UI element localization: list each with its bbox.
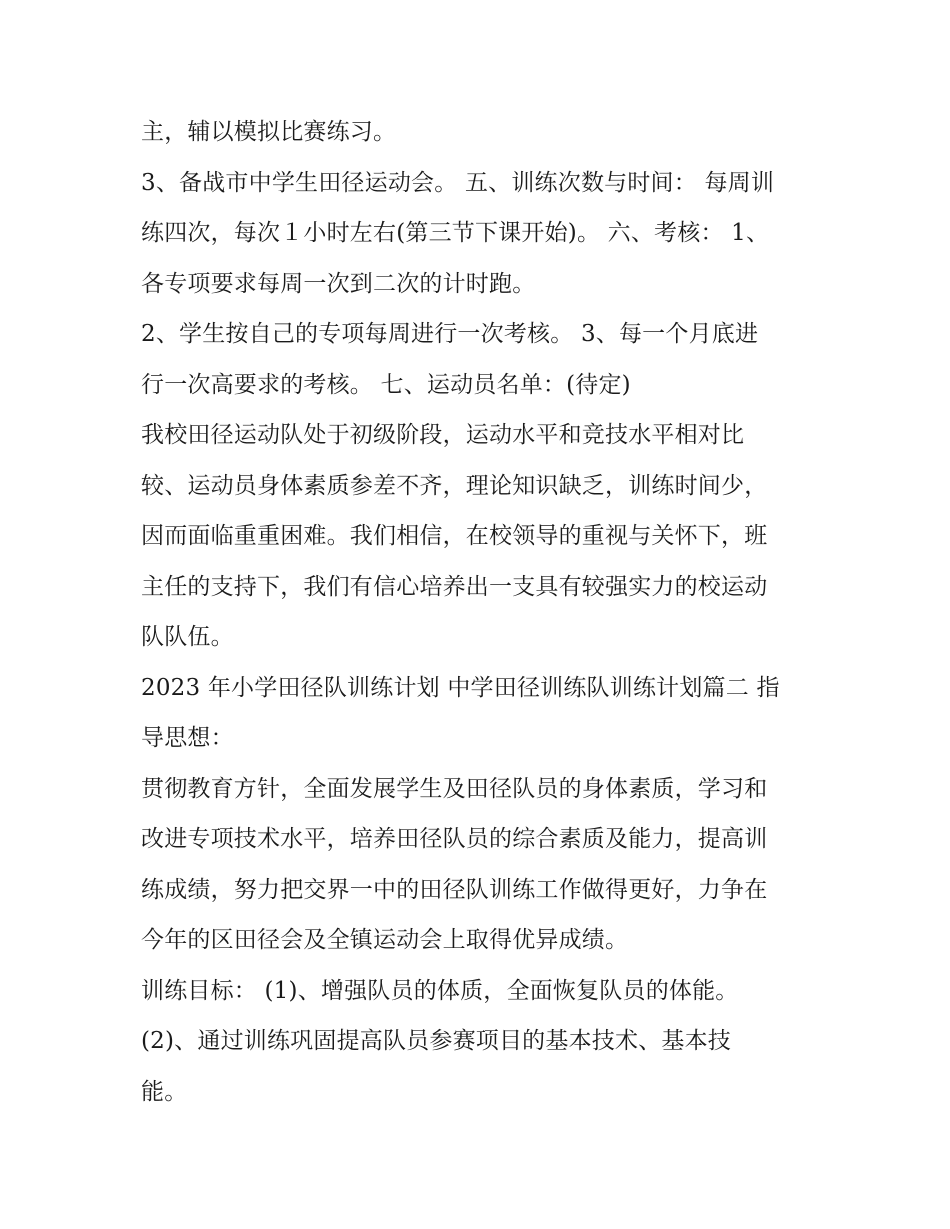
text-line: 能。 [141,1078,188,1105]
text-line: 因而面临重重困难。我们相信，在校领导的重视与关怀下，班 [141,523,768,549]
text-line: 今年的区田径会及全镇运动会上取得优异成绩。 [141,927,629,953]
text-line: 各专项要求每周一次到二次的计时跑。 [141,270,536,297]
text-line: 行一次高要求的考核。 七、运动员名单：(待定) [141,371,631,398]
text-line: (2)、通过训练巩固提高队员参赛项目的基本技术、基本技 [141,1028,731,1054]
text-line: 主，辅以模拟比赛练习。 [141,119,397,145]
text-line: 2、学生按自己的专项每周进行一次考核。 3、每一个月底进 [141,321,759,347]
text-line: 较、运动员身体素质参差不齐，理论知识缺乏，训练时间少， [141,472,768,499]
text-line: 主任的支持下，我们有信心培养出一支具有较强实力的校运动 [141,573,768,600]
section-heading-line: 2023 年小学田径队训练计划 中学田径训练队训练计划篇二 指 [141,674,780,701]
text-line: 训练目标： (1)、增强队员的体质，全面恢复队员的体能。 [141,977,739,1004]
text-line: 3、备战市中学生田径运动会。 五、训练次数与时间： 每周训 [141,169,775,196]
text-line: 我校田径运动队处于初级阶段，运动水平和竞技水平相对比 [141,422,745,448]
text-line: 改进专项技术水平，培养田径队员的综合素质及能力，提高训 [141,826,768,852]
text-line: 贯彻教育方针，全面发展学生及田径队员的身体素质，学习和 [141,775,768,802]
text-line: 练四次，每次１小时左右(第三节下课开始)。 六、考核： 1、 [141,220,770,246]
text-line: 练成绩，努力把交界一中的田径队训练工作做得更好，力争在 [141,876,768,903]
text-line: 导思想： [141,725,234,751]
document-body [141,107,831,1117]
text-line: 队队伍。 [141,624,234,650]
